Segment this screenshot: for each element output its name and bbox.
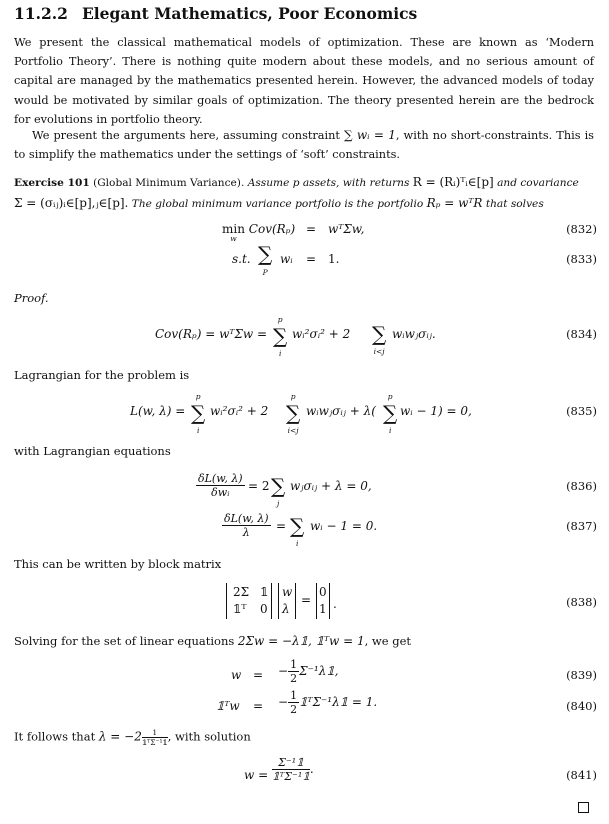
covariance-expr: Σ = (σᵢⱼ)ᵢ∈[p],ⱼ∈[p].: [14, 195, 129, 210]
returns-expr: R = (Rᵢ)ᵀᵢ∈[p]: [412, 175, 494, 189]
eq840-rhs: 𝟙ᵀΣ⁻¹λ𝟙 = 1.: [299, 695, 378, 709]
eq836-sum: ∑ j: [271, 474, 286, 508]
eq835-term1: wᵢ²σᵢ² + 2: [210, 404, 269, 418]
equation-836: [196, 472, 245, 499]
matrix-a22: 0: [260, 602, 268, 616]
matrix-a21: 𝟙ᵀ: [233, 602, 247, 616]
equation-number-832: (832): [566, 222, 597, 236]
vector-w: w: [282, 585, 293, 599]
eq841-end: .: [309, 762, 314, 776]
eq839-rhs-block: [278, 658, 338, 685]
eq836-mid: = 2: [248, 479, 270, 493]
matrix-vector: [278, 583, 296, 619]
follows-frac-den: 𝟙ᵀΣ⁻¹𝟙: [141, 738, 168, 747]
section-title: Elegant Mathematics, Poor Economics: [81, 4, 418, 23]
block-matrix-text: This can be written by block matrix: [14, 557, 222, 571]
eq836-num: δL(w, λ): [198, 472, 243, 485]
eq834-sum1: p ∑ i: [273, 315, 288, 358]
rhs-r2: 1: [319, 602, 327, 616]
min-operator: min: [222, 222, 245, 236]
assumption-text-before: We present the arguments here, assuming constraint: [32, 129, 345, 142]
eq834-sum1-bot: i: [278, 349, 282, 358]
eq840-rel: =: [253, 699, 264, 713]
eq835-sum3-bot: i: [388, 426, 392, 435]
intro-paragraph: We present the classical mathematical models of optimization. These are known as ‘Modern Portfolio Theory’. There is nothing quite modern about these models, and no serious amount of capital are managed by the mathematics presented herein. However, the advanced models of today would be motivated by similar goals of optimization. The theory presented herein are the bedrock for evolutions in portfolio theory.: [14, 36, 594, 126]
equation-837: [222, 512, 271, 539]
eq841-den: 𝟙ᵀΣ⁻¹𝟙: [272, 770, 310, 783]
lagrangian-equations-text: with Lagrangian equations: [14, 444, 171, 458]
matrix-a11: 2Σ: [233, 585, 250, 599]
eq841-num: Σ⁻¹𝟙: [272, 756, 310, 770]
exercise-text-4: that solves: [485, 197, 544, 210]
eq834-term2: wᵢwⱼσᵢⱼ.: [392, 327, 436, 341]
eq835-lhs: L(w, λ) =: [130, 404, 186, 418]
eq839-rel: =: [253, 668, 264, 682]
rhs-r1: 0: [319, 585, 327, 599]
eq839-frac-den: 2: [290, 672, 298, 685]
assumption-paragraph: [14, 126, 594, 164]
exercise-text-2: and covariance: [497, 177, 579, 189]
eq836-rhs: wⱼσᵢⱼ + λ = 0,: [290, 479, 372, 493]
eq840-rhs-block: [278, 689, 377, 716]
eq833-sum-sub: P: [262, 268, 268, 277]
section-number: 11.2.2: [14, 4, 68, 23]
eq835-sum3-top: p: [387, 392, 393, 401]
eq837-sum: ∑ i: [290, 514, 305, 548]
equation-number-836: (836): [566, 479, 597, 493]
lagrangian-text: Lagrangian for the problem is: [14, 368, 190, 382]
equation-number-834: (834): [566, 327, 597, 341]
eq835-term3: wᵢ − 1) = 0,: [400, 404, 472, 418]
eq834-sum2: ∑ i<j: [372, 322, 387, 356]
eq834-term1: wᵢ²σᵢ² + 2: [292, 327, 351, 341]
eq833-term: wᵢ: [280, 252, 293, 266]
eq838-end: .: [333, 597, 337, 611]
eq837-rhs: wᵢ − 1 = 0.: [310, 519, 378, 533]
solving-text-after: , we get: [364, 634, 412, 648]
eq835-sum2-top: p: [290, 392, 296, 401]
exercise-text-1: Assume p assets, with returns: [247, 177, 410, 189]
equation-number-841: (841): [566, 768, 597, 782]
eq835-sum1: p ∑ i: [191, 392, 206, 435]
follows-text-after: , with solution: [167, 729, 251, 744]
proof-label: Proof.: [14, 291, 49, 305]
eq840-frac-den: 2: [290, 703, 298, 716]
exercise-name: (Global Minimum Variance).: [93, 177, 245, 189]
matrix-a12: 𝟙: [260, 585, 269, 599]
eq840-sign: −: [278, 695, 289, 709]
eq835-sum3: p ∑ i: [383, 392, 398, 435]
eq835-sum2-bot: i<j: [287, 426, 299, 435]
exercise-label: Exercise 101: [14, 177, 90, 189]
matrix-a: [226, 583, 272, 619]
eq839-rhs: Σ⁻¹λ𝟙,: [299, 664, 339, 678]
eq838-equals: =: [301, 593, 312, 607]
solving-text-before: Solving for the set of linear equations: [14, 634, 238, 648]
qed-square-icon: [578, 802, 589, 813]
matrix-rhs: [316, 583, 330, 619]
solving-text: [14, 634, 411, 648]
eq832-rel: =: [306, 222, 317, 236]
eq839-lhs: w: [231, 668, 242, 682]
eq834-sum2-bot: i<j: [373, 347, 385, 356]
constraint-expr: ∑ wᵢ = 1: [344, 128, 396, 142]
equation-number-833: (833): [566, 252, 597, 266]
eq836-sum-bot: j: [276, 499, 280, 508]
eq837-mid: =: [276, 519, 287, 533]
eq835-term2: wᵢwⱼσᵢⱼ + λ(: [306, 404, 376, 418]
eq833-rel: =: [306, 252, 317, 266]
exercise-statement: [14, 173, 604, 214]
eq840-lhs: 𝟙ᵀw: [216, 699, 240, 713]
exercise-text-3: The global minimum variance portfolio is the portfolio: [131, 197, 424, 210]
eq834-sum1-top: p: [277, 315, 283, 324]
eq837-sum-bot: i: [295, 539, 299, 548]
eq841-lhs: w =: [244, 768, 269, 782]
follows-frac-num: 1: [142, 728, 168, 738]
solving-eqs: 2Σw = −λ𝟙, 𝟙ᵀw = 1: [237, 634, 365, 648]
eq833-rhs: 1.: [328, 252, 340, 266]
follows-text: [14, 728, 251, 747]
eq833-lhs: s.t.: [232, 252, 251, 266]
eq835-sum2: p ∑ i<j: [286, 392, 301, 435]
eq833-sum: ∑ P: [258, 242, 273, 277]
eq839-frac-num: 1: [290, 658, 298, 671]
portfolio-expr: Rₚ = wᵀR: [426, 195, 483, 210]
eq840-frac-num: 1: [290, 689, 298, 702]
vector-lambda: λ: [282, 602, 290, 616]
assumption-text-after: , with no short-constraints. This is to simplify the mathematics under the settings of ‘soft’ constraints.: [14, 129, 594, 162]
eq835-sum1-bot: i: [196, 426, 200, 435]
eq837-den: λ: [242, 526, 250, 539]
eq836-den: δwᵢ: [211, 486, 230, 499]
eq837-num: δL(w, λ): [224, 512, 269, 525]
min-subscript: w: [230, 234, 237, 243]
equation-number-839: (839): [566, 668, 597, 682]
equation-number-840: (840): [566, 699, 597, 713]
equation-number-837: (837): [566, 519, 597, 533]
eq841-frac-block: [272, 756, 314, 783]
eq832-rhs: wᵀΣw,: [328, 222, 365, 236]
follows-text-before: It follows that: [14, 729, 99, 744]
equation-number-835: (835): [566, 404, 597, 418]
eq835-sum1-top: p: [195, 392, 201, 401]
eq832-lhs: Cov(Rₚ): [248, 222, 296, 236]
equation-number-838: (838): [566, 595, 597, 609]
section-heading: [14, 4, 417, 23]
eq834-lhs: Cov(Rₚ) = wᵀΣw =: [155, 327, 268, 341]
follows-lambda: λ = −2: [98, 729, 142, 744]
eq839-sign: −: [278, 664, 289, 678]
